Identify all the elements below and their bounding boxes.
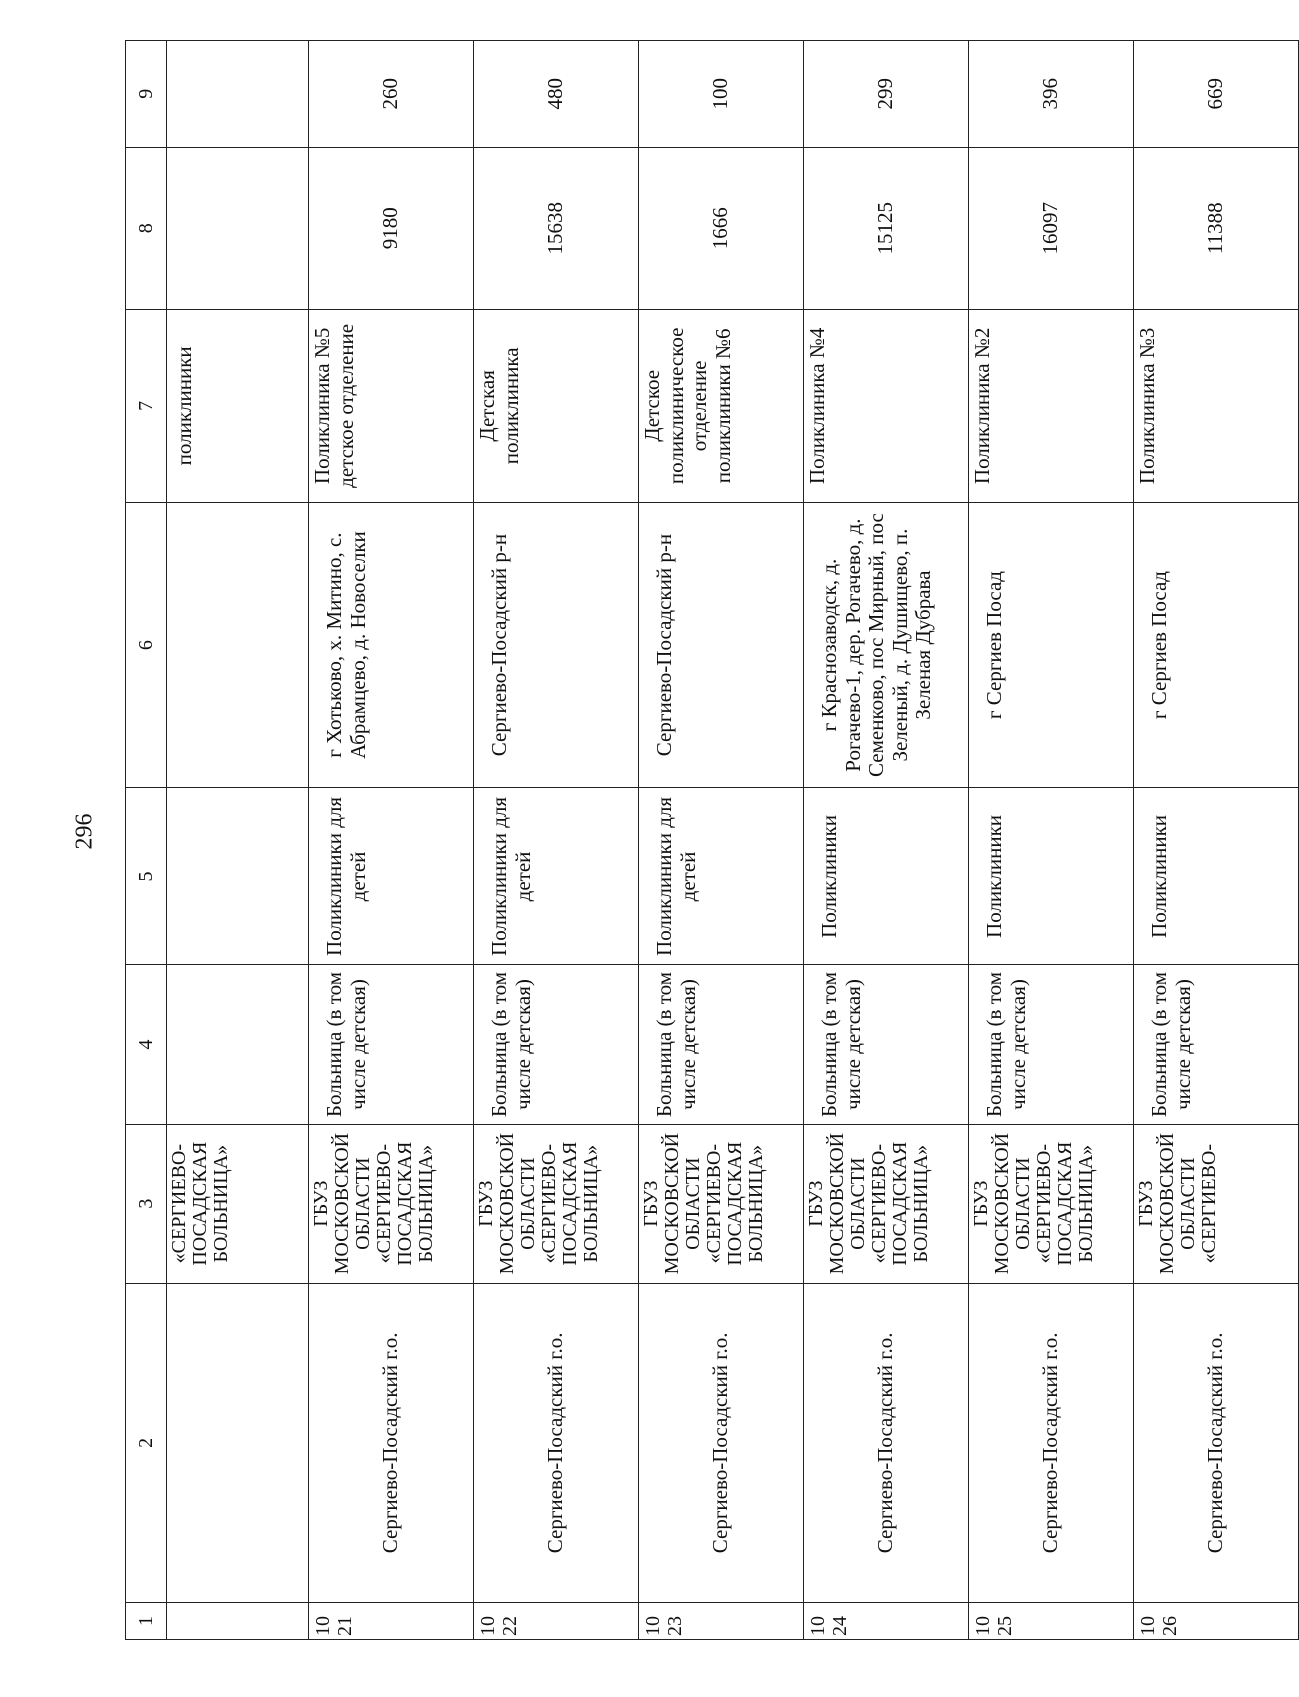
cell-area: Сергиево-Посадский р-н [639, 502, 804, 788]
cell-num: 1023 [639, 1603, 804, 1640]
cell-district: Сергиево-Посадский г.о. [1134, 1283, 1299, 1602]
cell-district: Сергиево-Посадский г.о. [639, 1283, 804, 1602]
cell-district: Сергиево-Посадский г.о. [309, 1283, 474, 1602]
cell-unit: Поликлиники для детей [474, 788, 639, 965]
cell-num: 1026 [1134, 1603, 1299, 1640]
rotated-table-container [125, 40, 1228, 1640]
cell-capacity: 260 [309, 41, 474, 148]
table-row [474, 41, 639, 1640]
cell-subdivision: Детское поликлиническое отделение поликлиники №6 [639, 309, 804, 502]
column-header-4: 4 [126, 965, 167, 1124]
cell-type [167, 965, 309, 1124]
cell-subdivision: Поликлиника №3 [1134, 309, 1299, 502]
cell-unit: Поликлиники [804, 788, 969, 965]
cell-subdivision: Детская поликлиника [474, 309, 639, 502]
cell-subdivision: Поликлиника №2 [969, 309, 1134, 502]
cell-area: г Сергиев Посад [969, 502, 1134, 788]
cell-capacity: 396 [969, 41, 1134, 148]
cell-population: 11388 [1134, 147, 1299, 309]
cell-capacity [167, 41, 309, 148]
cell-population: 15638 [474, 147, 639, 309]
cell-capacity: 480 [474, 41, 639, 148]
continuation-row [167, 41, 309, 1640]
column-header-8: 8 [126, 147, 167, 309]
cell-org: ГБУЗ МОСКОВСКОЙ ОБЛАСТИ «СЕРГИЕВО- [1134, 1124, 1299, 1283]
cell-type: Больница (в том числе детская) [474, 965, 639, 1124]
cell-district: Сергиево-Посадский г.о. [804, 1283, 969, 1602]
table-row [309, 41, 474, 1640]
column-header-2: 2 [126, 1283, 167, 1602]
cell-unit [167, 788, 309, 965]
cell-type: Больница (в том числе детская) [969, 965, 1134, 1124]
cell-org: «СЕРГИЕВО-ПОСАДСКАЯ БОЛЬНИЦА» [167, 1124, 309, 1283]
healthcare-facilities-table [125, 40, 1299, 1640]
table-row [804, 41, 969, 1640]
cell-population: 1666 [639, 147, 804, 309]
cell-area: г Хотьково, х. Митино, с. Абрамцево, д. Новоселки [309, 502, 474, 788]
cell-org: ГБУЗ МОСКОВСКОЙ ОБЛАСТИ «СЕРГИЕВО-ПОСАДСКАЯ БОЛЬНИЦА» [639, 1124, 804, 1283]
cell-unit: Поликлиники [969, 788, 1134, 965]
cell-capacity: 669 [1134, 41, 1299, 148]
cell-type: Больница (в том числе детская) [309, 965, 474, 1124]
cell-area: г Краснозаводск, д. Рогачево-1, дер. Рогачево, д. Семенково, пос Мирный, пос Зеленый, д. Душищево, п. Зеленая Дубрава [804, 502, 969, 788]
cell-population: 16097 [969, 147, 1134, 309]
table-row [1134, 41, 1299, 1640]
cell-subdivision: поликлиники [167, 309, 309, 502]
cell-num [167, 1603, 309, 1640]
page-number: 296 [71, 813, 98, 850]
column-header-9: 9 [126, 41, 167, 148]
header-row [126, 41, 167, 1640]
cell-type: Больница (в том числе детская) [639, 965, 804, 1124]
column-header-3: 3 [126, 1124, 167, 1283]
cell-num: 1021 [309, 1603, 474, 1640]
cell-num: 1025 [969, 1603, 1134, 1640]
cell-area: Сергиево-Посадский р-н [474, 502, 639, 788]
column-header-1: 1 [126, 1603, 167, 1640]
cell-type: Больница (в том числе детская) [1134, 965, 1299, 1124]
cell-subdivision: Поликлиника №5 детское отделение [309, 309, 474, 502]
column-header-7: 7 [126, 309, 167, 502]
cell-org: ГБУЗ МОСКОВСКОЙ ОБЛАСТИ «СЕРГИЕВО-ПОСАДСКАЯ БОЛЬНИЦА» [969, 1124, 1134, 1283]
table-row [969, 41, 1134, 1640]
cell-type: Больница (в том числе детская) [804, 965, 969, 1124]
cell-population [167, 147, 309, 309]
cell-unit: Поликлиники для детей [639, 788, 804, 965]
cell-subdivision: Поликлиника №4 [804, 309, 969, 502]
cell-unit: Поликлиники для детей [309, 788, 474, 965]
table-row [639, 41, 804, 1640]
cell-org: ГБУЗ МОСКОВСКОЙ ОБЛАСТИ «СЕРГИЕВО-ПОСАДСКАЯ БОЛЬНИЦА» [804, 1124, 969, 1283]
cell-district: Сергиево-Посадский г.о. [969, 1283, 1134, 1602]
cell-num: 1022 [474, 1603, 639, 1640]
cell-district: Сергиево-Посадский г.о. [474, 1283, 639, 1602]
cell-org: ГБУЗ МОСКОВСКОЙ ОБЛАСТИ «СЕРГИЕВО-ПОСАДСКАЯ БОЛЬНИЦА» [474, 1124, 639, 1283]
cell-area [167, 502, 309, 788]
column-header-6: 6 [126, 502, 167, 788]
column-header-5: 5 [126, 788, 167, 965]
cell-unit: Поликлиники [1134, 788, 1299, 965]
cell-num: 1024 [804, 1603, 969, 1640]
cell-capacity: 100 [639, 41, 804, 148]
cell-district [167, 1283, 309, 1602]
cell-population: 9180 [309, 147, 474, 309]
cell-population: 15125 [804, 147, 969, 309]
cell-area: г Сергиев Посад [1134, 502, 1299, 788]
cell-org: ГБУЗ МОСКОВСКОЙ ОБЛАСТИ «СЕРГИЕВО-ПОСАДСКАЯ БОЛЬНИЦА» [309, 1124, 474, 1283]
cell-capacity: 299 [804, 41, 969, 148]
